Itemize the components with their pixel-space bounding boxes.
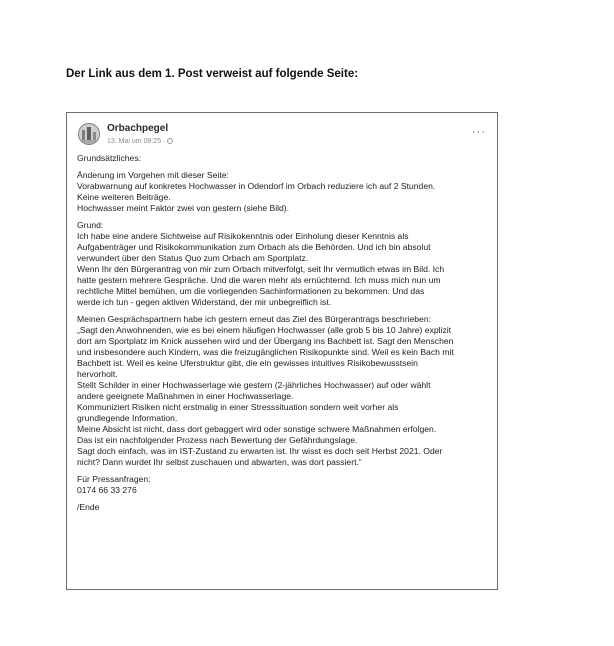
post-text-line: Sagt doch einfach, was im IST-Zustand zu erwarten ist. Ihr wisst es doch seit Herbst 2021. Oder <box>77 446 443 456</box>
post-text-line: Änderung im Vorgehen mit dieser Seite: <box>77 170 229 180</box>
post-text-line: /Ende <box>77 502 100 512</box>
post-paragraph <box>77 153 497 164</box>
post-text-line: werde ich tun - gegen aktiven Widerstand, der mir unbegreiflich ist. <box>77 297 332 307</box>
post-text-line: Grundsätzliches: <box>77 153 142 163</box>
post-text-line: Ich habe eine andere Sichtweise auf Risikokenntnis oder Einholung dieser Kenntnis als <box>77 231 409 241</box>
more-options-icon[interactable]: ··· <box>472 126 486 138</box>
page-heading: Der Link aus dem 1. Post verweist auf folgende Seite: <box>66 68 359 80</box>
post-text-line: Meine Absicht ist nicht, dass dort gebaggert wird oder sonstige schwere Maßnahmen erfolgen. <box>77 424 437 434</box>
post-paragraph <box>77 502 497 513</box>
profile-avatar[interactable] <box>78 123 100 145</box>
post-timestamp[interactable] <box>107 138 173 145</box>
post-text-line: Keine weiteren Beiträge. <box>77 192 171 202</box>
post-paragraph <box>77 474 497 496</box>
post-timestamp-text: 13. Mai um 08:25 · <box>107 138 168 145</box>
post-text-line: nicht? Dann wurdet Ihr selbst zuschauen und abwarten, was dort passiert.“ <box>77 457 362 467</box>
post-author-name[interactable]: Orbachpegel <box>107 123 169 134</box>
post-text-line: Für Pressanfragen: <box>77 474 151 484</box>
post-text-line: Kommuniziert Risiken nicht erstmalig in einer Stresssituation sondern weit vorher als <box>77 402 399 412</box>
audience-globe-icon <box>167 138 173 144</box>
post-paragraph <box>77 314 497 468</box>
post-paragraph <box>77 170 497 214</box>
post-text-line: Hochwasser meint Faktor zwei von gestern (siehe Bild). <box>77 203 290 213</box>
post-text-line: Aufgabenträger und Risikokommunikation zum Orbach als die Behörden. Und ich bin absolut <box>77 242 431 252</box>
post-text-line: hervorholt. <box>77 369 118 379</box>
post-text-line: dort am Sportplatz im Knick aussehen wird und der Übergang ins Bachbett ist. Sagt den Menschen <box>77 336 454 346</box>
post-text-line: Wenn Ihr den Bürgerantrag von mir zum Orbach mitverfolgt, seit Ihr vermutlich etwas im Bild. Ich <box>77 264 445 274</box>
post-text-line: grundlegende Information. <box>77 413 178 423</box>
post-text-line: Vorabwarnung auf konkretes Hochwasser in Odendorf im Orbach reduziere ich auf 2 Stunden. <box>77 181 436 191</box>
avatar-image-icon <box>79 124 99 144</box>
post-text-line: und insbesondere auch Kindern, was die freizugänglichen Risikopunkte sind. Weil es kein Bach mit <box>77 347 454 357</box>
post-text-line: „Sagt den Anwohnenden, wie es bei einem häufigen Hochwasser (alle grob 5 bis 10 Jahre) explizit <box>77 325 452 335</box>
post-text-line: Das ist ein nachfolgender Prozess nach Bewertung der Gefährdungslage. <box>77 435 358 445</box>
post-text-line: Stellt Schilder in einer Hochwasserlage wie gestern (2-jährliches Hochwasser) auf oder wählt <box>77 380 431 390</box>
post-text-line: Grund: <box>77 220 104 230</box>
post-paragraph <box>77 220 497 308</box>
post-body <box>77 153 497 519</box>
social-post-card <box>66 112 498 590</box>
post-text-line: Meinen Gesprächspartnern habe ich gestern erneut das Ziel des Bürgerantrags beschrieben: <box>77 314 431 324</box>
post-text-line: hatte gestern mehrere Gespräche. Und die waren mehr als ernüchternd. Ich muss mich nun um <box>77 275 441 285</box>
post-text-line: 0174 66 33 276 <box>77 485 137 495</box>
post-text-line: Bachbett ist. Weil es keine Uferstruktur gibt, die ein gewisses intuitives Risikobewusstsein <box>77 358 418 368</box>
post-text-line: rechtliche Mittel bemühen, um die vorliegenden Sachinformationen zu bekommen. Und das <box>77 286 425 296</box>
post-text-line: andere geeignete Maßnahmen in einer Hochwasserlage. <box>77 391 294 401</box>
post-text-line: verwundert über den Status Quo zum Orbach am Sportplatz. <box>77 253 309 263</box>
